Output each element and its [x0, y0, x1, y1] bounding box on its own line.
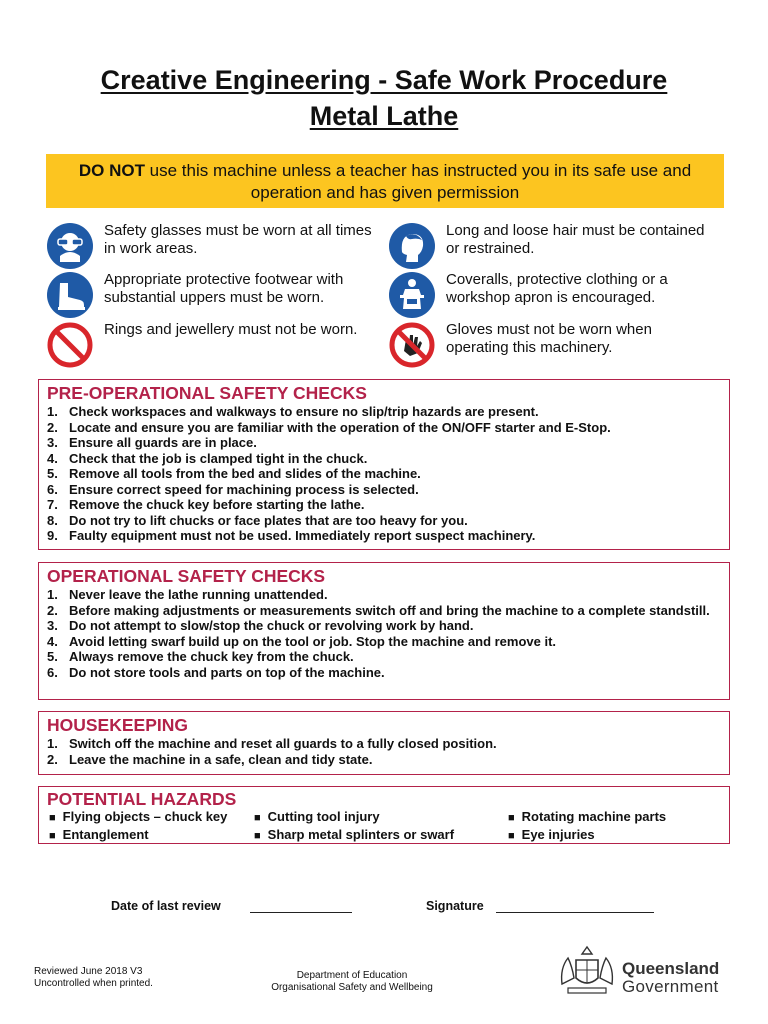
footer-department [240, 970, 464, 994]
ppe-text: Gloves must not be worn when operating this machinery. [446, 321, 652, 356]
page-subtitle: Metal Lathe [309, 101, 459, 131]
list-item: 4. Check that the job is clamped tight in the chuck. [47, 450, 368, 466]
reviewed-text: Reviewed June 2018 V3 [34, 966, 143, 977]
uncontrolled-text: Uncontrolled when printed. [34, 978, 153, 989]
ppe-item-footwear [46, 271, 376, 319]
list-item: 2. Leave the machine in a safe, clean and tidy state. [47, 751, 373, 767]
signature-label: Signature [426, 899, 484, 913]
hazard-item: ■ Eye injuries [506, 827, 726, 845]
no-jewellery-icon [46, 321, 94, 369]
warning-banner [46, 154, 724, 208]
hazard-item: ■ Sharp metal splinters or swarf [252, 827, 506, 845]
coat-of-arms-icon [556, 944, 618, 1000]
ppe-text: Appropriate protective footwear with substantial uppers must be worn. [104, 271, 344, 306]
hazards-section [38, 786, 730, 844]
ppe-item-jewellery [46, 321, 376, 369]
hazard-item: ■ Rotating machine parts [506, 809, 726, 827]
list-item: 1. Never leave the lathe running unattended. [47, 587, 328, 602]
footer-version [34, 966, 153, 990]
housekeeping-section [38, 711, 730, 775]
review-date-line[interactable] [250, 912, 352, 913]
list-item: 6. Ensure correct speed for machining process is selected. [47, 481, 419, 497]
list-item: 1. Switch off the machine and reset all guards to a fully closed position. [47, 736, 497, 751]
ppe-text: Coveralls, protective clothing or a workshop apron is encouraged. [446, 271, 668, 306]
list-item: 6. Do not store tools and parts on top of the machine. [47, 664, 385, 680]
no-gloves-icon [388, 321, 436, 369]
safety-footwear-icon [46, 271, 94, 319]
signature-line[interactable] [496, 912, 654, 913]
hazard-item: ■ Cutting tool injury [252, 809, 506, 827]
unit-name: Organisational Safety and Wellbeing [271, 982, 433, 993]
checklist [47, 736, 721, 767]
checklist [47, 404, 721, 544]
list-item: 4. Avoid letting swarf build up on the tool or job. Stop the machine and remove it. [47, 633, 557, 649]
hazard-item: ■ Flying objects – chuck key [47, 809, 252, 827]
safety-glasses-icon [46, 222, 94, 270]
checklist [47, 587, 721, 680]
ppe-text: Rings and jewellery must not be worn. [104, 321, 358, 338]
ppe-item-gloves [388, 321, 718, 369]
logo-word-government: Government [622, 977, 719, 996]
hazard-item: ■ Entanglement [47, 827, 252, 845]
list-item: 9. Faulty equipment must not be used. Immediately report suspect machinery. [47, 528, 536, 543]
apron-icon [388, 271, 436, 319]
hair-restraint-icon [388, 222, 436, 270]
list-item: 3. Ensure all guards are in place. [47, 435, 257, 450]
department-name: Department of Education [296, 970, 408, 981]
queensland-government-logo [556, 944, 736, 1000]
ppe-item-apron [388, 271, 718, 319]
list-item: 1. Check workspaces and walkways to ensure no slip/trip hazards are present. [47, 404, 539, 419]
section-heading: OPERATIONAL SAFETY CHECKS [47, 566, 326, 586]
ppe-text: Long and loose hair must be contained or restrained. [446, 222, 705, 257]
list-item: 5. Remove all tools from the bed and slides of the machine. [47, 466, 421, 481]
logo-word-queensland: Queensland [622, 959, 720, 978]
review-date-label: Date of last review [111, 899, 221, 913]
pre-operational-section [38, 379, 730, 550]
list-item: 8. Do not try to lift chucks or face plates that are too heavy for you. [47, 512, 468, 528]
operational-section [38, 562, 730, 700]
banner-emphasis: DO NOT [78, 161, 145, 180]
hazard-list [47, 809, 721, 844]
list-item: 7. Remove the chuck key before starting the lathe. [47, 497, 365, 512]
ppe-item-hair [388, 222, 718, 270]
page-title: Creative Engineering - Safe Work Procedure [100, 65, 668, 95]
banner-text: use this machine unless a teacher has instructed you in its safe use and operation and has given permission [144, 161, 692, 202]
list-item: 3. Do not attempt to slow/stop the chuck or revolving work by hand. [47, 618, 474, 633]
section-heading: POTENTIAL HAZARDS [47, 789, 237, 809]
list-item: 2. Before making adjustments or measurements switch off and bring the machine to a complete standstill. [47, 602, 710, 618]
section-heading: HOUSEKEEPING [47, 715, 188, 735]
ppe-text: Safety glasses must be worn at all times in work areas. [104, 222, 372, 257]
list-item: 5. Always remove the chuck key from the chuck. [47, 649, 354, 664]
list-item: 2. Locate and ensure you are familiar with the operation of the ON/OFF starter and E-Stop. [47, 419, 611, 435]
section-heading: PRE-OPERATIONAL SAFETY CHECKS [47, 383, 367, 403]
ppe-item-glasses [46, 222, 376, 270]
